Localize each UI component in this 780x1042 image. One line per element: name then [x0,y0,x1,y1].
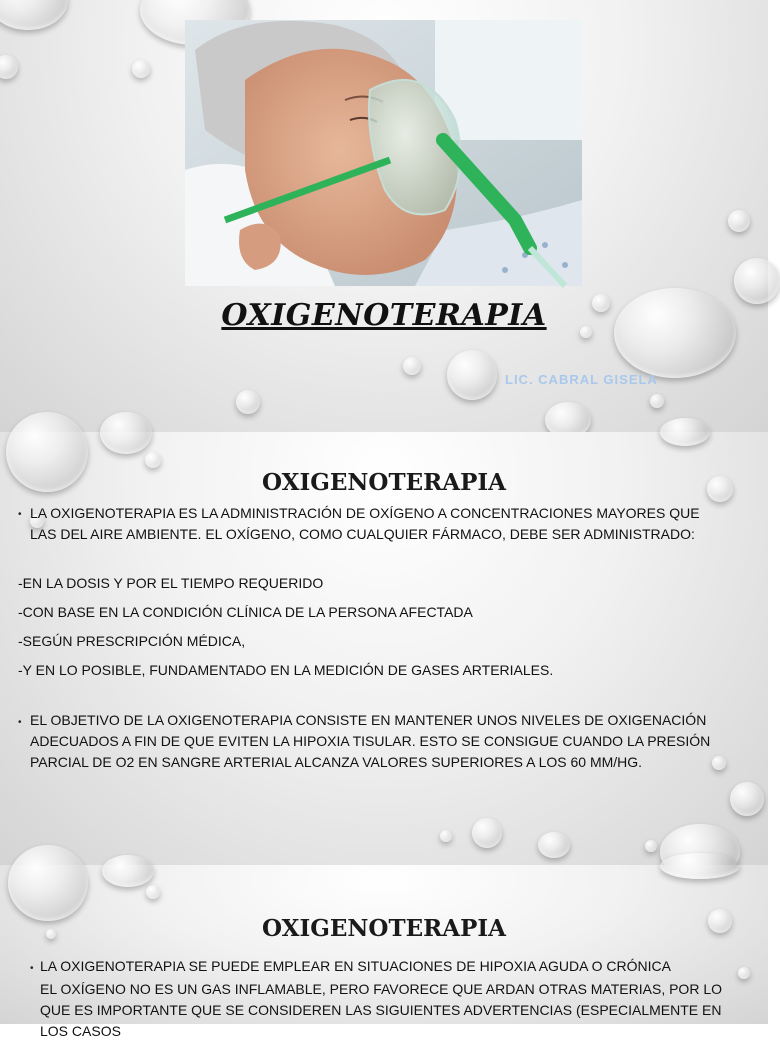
bullet-glyph: • [30,963,34,974]
water-drop [236,390,260,414]
water-drop [538,832,570,858]
bullet-glyph: • [18,717,22,728]
water-drop [728,210,750,232]
list-item: -EN LA DOSIS Y POR EL TIEMPO REQUERIDO [18,575,324,591]
water-drop [447,350,497,400]
objective-paragraph: EL OBJETIVO DE LA OXIGENOTERAPIA CONSISTE EN MANTENER UNOS NIVELES DE OXIGENACIÓN ADECUADOS A FIN DE QUE EVITEN LA HIPOXIA TISULAR. ESTO SE CONSIGUE CUANDO LA PRESIÓN PARCIAL DE O2 EN SANGRE ARTERIAL ALCANZA VALORES SUPERIORES A LOS 60 MM/HG. [30,712,711,770]
list-item: -SEGÚN PRESCRIPCIÓN MÉDICA, [18,633,246,649]
section-title: OXIGENOTERAPIA [262,915,506,942]
water-drop [102,855,154,887]
section-title: OXIGENOTERAPIA [262,469,506,496]
intro-paragraph: LA OXIGENOTERAPIA ES LA ADMINISTRACIÓN DE OXÍGENO A CONCENTRACIONES MAYORES QUE LAS DEL AIRE AMBIENTE. EL OXÍGENO, COMO CUALQUIER FÁRMACO, DEBE SER ADMINISTRADO: [30,505,700,542]
water-drop [132,60,150,78]
water-drop [8,845,88,921]
uses-paragraph: LA OXIGENOTERAPIA SE PUEDE EMPLEAR EN SITUACIONES DE HIPOXIA AGUDA O CRÓNICA [40,958,671,974]
bullet-glyph: • [18,509,22,520]
definition-slide [0,432,768,865]
list-item: -CON BASE EN LA CONDICIÓN CLÍNICA DE LA PERSONA AFECTADA [18,604,473,620]
list-item: -Y EN LO POSIBLE, FUNDAMENTADO EN LA MEDICIÓN DE GASES ARTERIALES. [18,662,554,678]
water-drop [0,0,68,30]
main-title: OXIGENOTERAPIA [221,298,547,333]
water-drop [472,818,502,848]
warning-paragraph: EL OXÍGENO NO ES UN GAS INFLAMABLE, PERO FAVORECE QUE ARDAN OTRAS MATERIAS, POR LO QUE ES IMPORTANTE QUE SE CONSIDEREN LAS SIGUIENTES ADVERTENCIAS (ESPECIALMENTE EN LOS CASOS [40,981,723,1039]
water-drop [660,418,710,446]
water-drop [0,55,18,79]
author-name: LIC. CABRAL GISELA [505,372,658,387]
uses-slide [0,865,768,1039]
water-drop [145,452,161,468]
title-slide [0,0,768,432]
water-drop [100,412,152,454]
water-drop [660,853,740,879]
water-drop [146,885,160,899]
water-drop [730,782,764,816]
patient-oxygen-mask-photo [185,20,582,286]
water-drop [440,830,452,842]
water-drop [403,357,421,375]
water-drop [650,394,664,408]
water-drop [645,840,657,852]
